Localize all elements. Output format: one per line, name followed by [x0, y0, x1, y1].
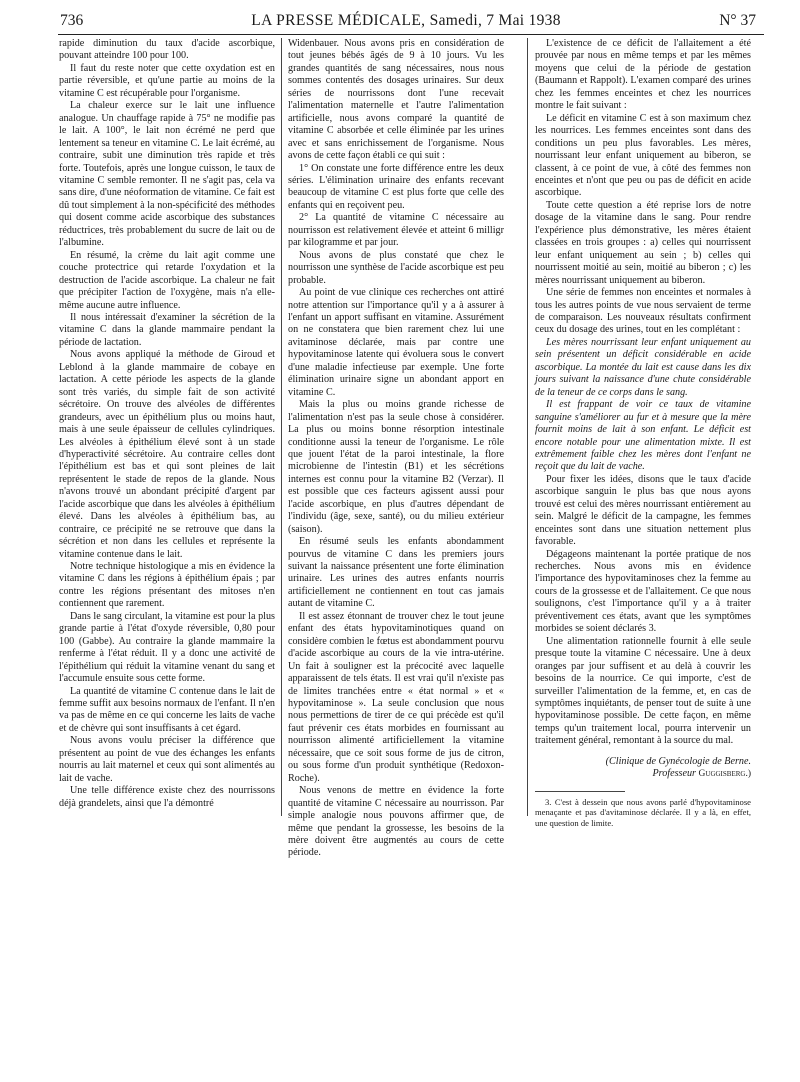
footnote: 3. C'est à dessein que nous avons parlé d'hypovitaminose menaçante et pas d'avitaminose déclarée. Il y a là, en effet, une question de limite.: [535, 796, 751, 828]
column-3: [535, 38, 751, 828]
paragraph: 1° On constate une forte différence entre les deux séries. L'élimination urinaire des enfants recevant beaucoup de vitamine C est plus forte que celle des enfants qui en reçoivent peu.: [288, 162, 504, 211]
italic-paragraph: Les mères nourrissant leur enfant uniquement au sein présentent un déficit considérable en acide ascorbique. La montée du lait est cause dans les dix jours suivant la naissance d'une chute considérable de la teneur de ce corps dans le sang.: [535, 336, 751, 398]
paragraph: La chaleur exerce sur le lait une influence analogue. Un chauffage rapide à 75° ne modifie pas le lait. A 100°, le lait non écrémé ne perd que lentement sa teneur en vitamine C. Le lait écrémé, au contraire, subit une diminution très rapide et très forte. Toutefois, après une longue cuisson, le taux de vitamine C semble remonter. Il ne s'agit pas, cela va sans dire, d'une néoformation de vitamine. Ce fait est dû tout simplement à la non-spécificité des méthodes qui dosent comme acide ascorbique des substances réductrices, très probablement du sucre de lait ou de l'albumine.: [59, 100, 275, 249]
paragraph: Toute cette question a été reprise lors de notre dosage de la vitamine dans le sang. Pour rendre l'expérience plus démonstrative, les mères étaient classées en trois groupes : a) celles qui nourrissent leur enfant uniquement au sein ; b) celles qui nourrissent moitié au sein, moitié au biberon ; c) les mères nourrissant uniquement au biberon.: [535, 199, 751, 286]
paragraph: Nous avons voulu préciser la différence que présentent au point de vue des échanges les enfants nourris au lait maternel et ceux qui sont alimentés au lait de vache.: [59, 735, 275, 784]
paragraph: Dégageons maintenant la portée pratique de nos recherches. Nous avons mis en évidence l'importance des hypovitaminoses chez la femme au cours de la grossesse et de l'allaitement. Ce que nous soulignons, c'est l'importance qu'il y a à traiter préventivement ces états, avant que les symptômes morbides se soient déclarés 3.: [535, 548, 751, 635]
paragraph: 2° La quantité de vitamine C nécessaire au nourrisson est relativement élevée et atteint 6 milligr par kilogramme et par jour.: [288, 212, 504, 249]
issue-number: N° 37: [719, 12, 756, 29]
column-2: [288, 38, 504, 860]
paragraph: Il est assez étonnant de trouver chez le tout jeune enfant des états hypovitaminotiques quand on considère combien le fœtus est abondamment pourvu d'acide ascorbique au cours de la vie intra-utérine. Un fait à souligner est la précocité avec laquelle apparaissent de tels états. Il est vrai qu'il n'existe pas de limites tranchées entre « état normal » et « hypovitaminose ». La seule conclusion que nous nous permettions de tirer de ce qui précède est qu'il faut prévenir ces états morbides en fournissant au nourrisson alimenté artificiellement la vitamine nécessaire, que ce soit sous forme de jus de citron, ou sous forme d'un produit synthétique (Redoxon-Roche).: [288, 610, 504, 784]
professor-name: Guggisberg.): [698, 769, 751, 780]
paragraph: Mais la plus ou moins grande richesse de l'alimentation n'est pas la seule chose à considérer. La plus ou moins bonne résorption intestinale conditionne aussi la teneur de l'organisme. Le rôle que jouent l'état de la paroi intestinale, la flore microbienne de l'intestin (B1) et les sécrétions internes est connu pour la vitamine B2 (Verzar). Il est possible que ces facteurs agissent aussi pour l'acide ascorbique, en plus d'autres dépendant de l'individu (âge, sexe, santé), ou du milieu extérieur (saison).: [288, 399, 504, 535]
paragraph: Une alimentation rationnelle fournit à elle seule presque toute la vitamine C nécessaire. Une à deux oranges par jour suffisent et au delà à couvrir les besoins de la nourrice. Ce qui importe, c'est de surveiller l'alimentation de la femme, et, en cas de symptômes inquiétants, de penser tout de suite à une hypovitaminose possible. De cette façon, en même temps qu'un traitement local, pourra intervenir un traitement général, remontant à la source du mal.: [535, 635, 751, 747]
paragraph: Nous avons de plus constaté que chez le nourrisson une synthèse de l'acide ascorbique est peu probable.: [288, 249, 504, 286]
paragraph: Une telle différence existe chez des nourrissons déjà grandelets, ainsi que l'a démontré: [59, 785, 275, 809]
paragraph: Pour fixer les idées, disons que le taux d'acide ascorbique sanguin le plus bas que nous ayons trouvé est celui des mères nourrissant entièrement au sein. Malgré le déficit de la campagne, les femmes enceintes sont dans une situation nettement plus favorable.: [535, 473, 751, 548]
paragraph: Au point de vue clinique ces recherches ont attiré notre attention sur l'importance qu'il y a à assurer à l'enfant un apport suffisant en vitamine. Assurément on ne constatera que bien rarement chez lui une avitaminose déclarée, mais par contre une hypovitaminose latente qui évoluera sous le convert d'une maladie infectieuse par exemple. Une forte élimination urinaire signe un abondant apport en vitamine C.: [288, 287, 504, 398]
paragraph: Le déficit en vitamine C est à son maximum chez les nourrices. Les femmes enceintes sont dans des conditions un peu plus favorables. Les mères, nourrissant leur enfant uniquement au biberon, se classent, à ce point de vue, à côté des femmes non enceintes et n'ont que peu ou pas de déficit en acide ascorbique.: [535, 112, 751, 199]
footnote-rule: [535, 791, 625, 792]
running-title: [50, 12, 762, 30]
column-divider: [281, 38, 282, 816]
paragraph: Dans le sang circulant, la vitamine est pour la plus grande partie à l'état d'oxyde réversible, 0,80 pour 100 (Gabbe). Au contraire la glande mammaire la renferme à l'état réduit. Il y a donc une activité de l'épithélium qui réduit la vitamine venant du sang et l'accumule ensuite sous cette forme.: [59, 610, 275, 685]
paragraph: Nous avons appliqué la méthode de Giroud et Leblond à la glande mammaire de cobaye en lactation. A cette période les aspects de la glande sont très variés, du simple fait de son activité sécrétoire. On trouve des alvéoles de différentes grandeurs, avec un épithélium plus ou moins haut, mais à une seule épaisseur de cellules cylindriques. Les alvéoles à épithélium élevé sont à un stade d'hyperactivité sécrétoire. Au contraire celles dont l'épithélium est bas et qui sont pleines de lait représentent le stade de repos de la glande. Nous n'avons trouvé un abondant précipité d'argent par l'acide ascorbique que dans les alvéoles à épithélium élevé. Dans les alvéoles à épithélium bas, au contraire, ce précipité ne se retrouve que dans la sécrétion et non dans les cellules et représente la vitamine contenue dans le lait.: [59, 349, 275, 560]
page-header: [50, 10, 762, 32]
paragraph: En résumé, la crème du lait agit comme une couche protectrice qui retarde l'oxydation et la destruction de l'acide ascorbique. La chaleur ne fait que précipiter l'action de l'oxygène, mais n'a elle-même aucune autre influence.: [59, 249, 275, 311]
column-divider: [527, 38, 528, 816]
paragraph: Notre technique histologique a mis en évidence la vitamine C dans les régions à épithélium épais ; par contre les régions présentant des mitoses n'en contiennent que rarement.: [59, 561, 275, 610]
issue-date: Samedi, 7 Mai 1938: [429, 12, 561, 29]
column-1: [59, 38, 275, 810]
signature-clinic: (Clinique de Gynécologie de Berne.: [605, 755, 751, 767]
paragraph: L'existence de ce déficit de l'allaitement a été prouvée par nous en même temps et par les mêmes moyens que celui de la période de gestation (Baumann et Rappolt). L'examen comparé des urines chez les femmes enceintes et chez les nourrices montre le fait suivant :: [535, 38, 751, 112]
paragraph: Une série de femmes non enceintes et normales à tous les autres points de vue nous servaient de terme de comparaison. Les nouveaux résultats confirment ceux du dosage des urines, tout en les complétant :: [535, 287, 751, 336]
professor-title: Professeur: [652, 768, 696, 780]
paragraph: Il nous intéressait d'examiner la sécrétion de la vitamine C dans la glande mammaire pendant la période de lactation.: [59, 311, 275, 348]
journal-name: LA PRESSE MÉDICALE,: [251, 12, 426, 29]
signature-professor: [535, 768, 751, 780]
page-number: 736: [60, 12, 84, 29]
header-rule: [58, 34, 764, 35]
paragraph: En résumé seuls les enfants abondamment pourvus de vitamine C dans les premiers jours suivant la naissance présentent une forte élimination urinaire. Les urines des autres enfants nourris artificiellement ne contiennent en tout cas jamais autant de vitamine C.: [288, 536, 504, 610]
paragraph: Widenbauer. Nous avons pris en considération de tout jeunes bébés âgés de 9 à 10 jours. Vu les grandes quantités de sang nécessaires, nous nous sommes contentés des dosages urinaires. Sur deux séries de nourrissons dont l'une recevait l'alimentation maternelle et l'autre l'alimentation artificielle, nous avons comparé la quantité de vitamine C absorbée et celle éliminée par les urines avec et sans enrichissement de l'organisme. Nous avons de cette façon établi ce qui suit :: [288, 38, 504, 162]
italic-paragraph: Il est frappant de voir ce taux de vitamine sanguine s'améliorer au fur et à mesure que la mère fournit moins de lait à son enfant. Le déficit est encore notable pour une alimentation mixte. Il est extrêmement faible chez les mères dont l'enfant ne reçoit que du lait de vache.: [535, 399, 751, 473]
paragraph: Il faut du reste noter que cette oxydation est en partie réversible, et qu'une partie au moins de la vitamine C est récupérable pour l'organisme.: [59, 62, 275, 99]
paragraph: La quantité de vitamine C contenue dans le lait de femme suffit aux besoins normaux de l'enfant. Il n'en va pas de même en ce qui concerne les laits de vache et de chèvre qui sont insuffisants à cet égard.: [59, 685, 275, 734]
paragraph: Nous venons de mettre en évidence la forte quantité de vitamine C nécessaire au nourrisson. Par simple analogie nous pouvons affirmer que, de même que pendant la grossesse, les besoins de la mère doivent être augmentés au cours de cette période.: [288, 785, 504, 859]
paragraph: rapide diminution du taux d'acide ascorbique, pouvant atteindre 100 pour 100.: [59, 38, 275, 62]
